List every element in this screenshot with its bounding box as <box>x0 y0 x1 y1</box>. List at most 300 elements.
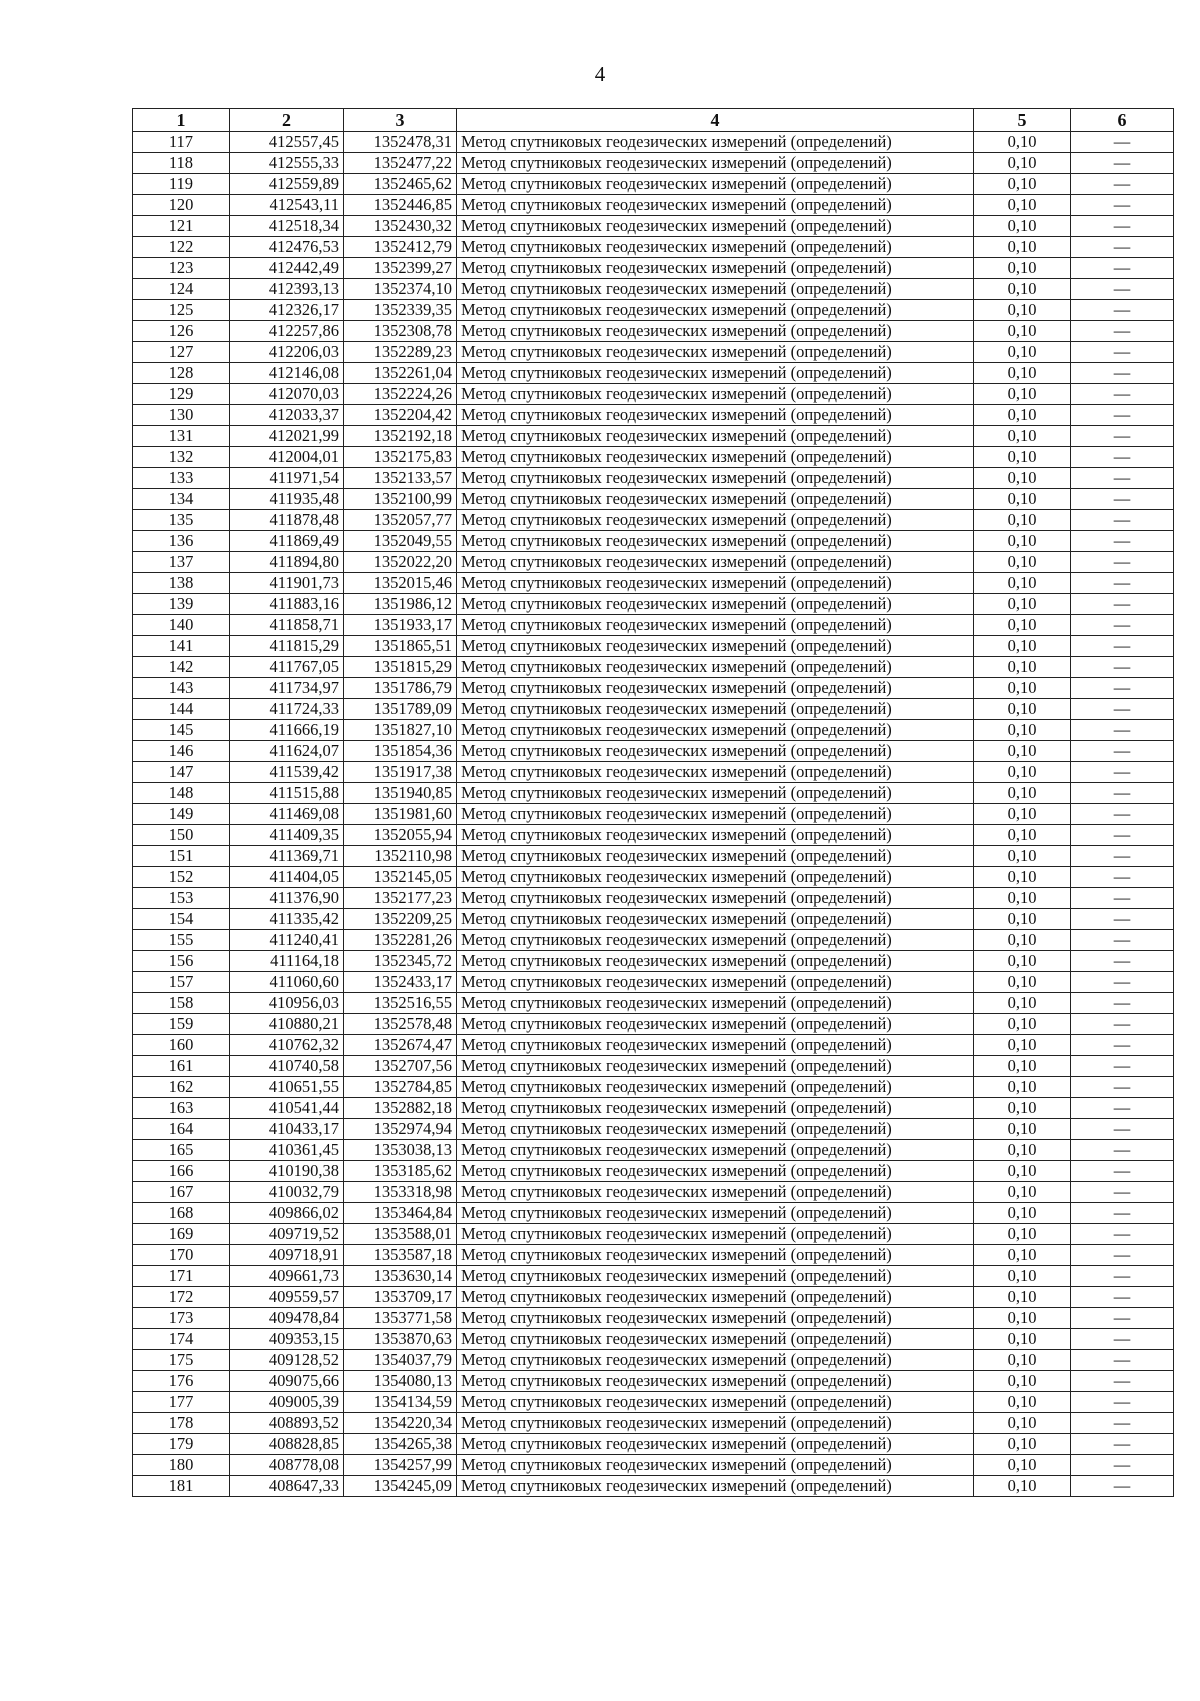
method-cell: Метод спутниковых геодезических измерений (определений) <box>457 1371 974 1392</box>
y-coordinate-cell: 1352674,47 <box>344 1035 457 1056</box>
note-cell: — <box>1071 1224 1174 1245</box>
table-row <box>133 762 1174 783</box>
accuracy-cell: 0,10 <box>974 321 1071 342</box>
y-coordinate-cell: 1351865,51 <box>344 636 457 657</box>
accuracy-cell: 0,10 <box>974 1392 1071 1413</box>
x-coordinate-cell: 411404,05 <box>230 867 344 888</box>
point-number-cell: 119 <box>133 174 230 195</box>
x-coordinate-cell: 412555,33 <box>230 153 344 174</box>
table-row <box>133 846 1174 867</box>
point-number-cell: 161 <box>133 1056 230 1077</box>
note-cell: — <box>1071 573 1174 594</box>
accuracy-cell: 0,10 <box>974 909 1071 930</box>
method-cell: Метод спутниковых геодезических измерений (определений) <box>457 1014 974 1035</box>
note-cell: — <box>1071 1329 1174 1350</box>
y-coordinate-cell: 1352175,83 <box>344 447 457 468</box>
table-row <box>133 132 1174 153</box>
note-cell: — <box>1071 699 1174 720</box>
table-row <box>133 300 1174 321</box>
note-cell: — <box>1071 762 1174 783</box>
point-number-cell: 117 <box>133 132 230 153</box>
method-cell: Метод спутниковых геодезических измерений (определений) <box>457 1476 974 1497</box>
table-row <box>133 1140 1174 1161</box>
accuracy-cell: 0,10 <box>974 1140 1071 1161</box>
table-row <box>133 615 1174 636</box>
y-coordinate-cell: 1351986,12 <box>344 594 457 615</box>
table-header <box>133 109 1174 132</box>
accuracy-cell: 0,10 <box>974 279 1071 300</box>
accuracy-cell: 0,10 <box>974 972 1071 993</box>
x-coordinate-cell: 410032,79 <box>230 1182 344 1203</box>
x-coordinate-cell: 409005,39 <box>230 1392 344 1413</box>
y-coordinate-cell: 1352110,98 <box>344 846 457 867</box>
note-cell: — <box>1071 930 1174 951</box>
point-number-cell: 148 <box>133 783 230 804</box>
table-row <box>133 1329 1174 1350</box>
note-cell: — <box>1071 1056 1174 1077</box>
method-cell: Метод спутниковых геодезических измерений (определений) <box>457 405 974 426</box>
x-coordinate-cell: 409718,91 <box>230 1245 344 1266</box>
note-cell: — <box>1071 846 1174 867</box>
accuracy-cell: 0,10 <box>974 762 1071 783</box>
method-cell: Метод спутниковых геодезических измерений (определений) <box>457 279 974 300</box>
method-cell: Метод спутниковых геодезических измерений (определений) <box>457 594 974 615</box>
y-coordinate-cell: 1352399,27 <box>344 258 457 279</box>
note-cell: — <box>1071 531 1174 552</box>
accuracy-cell: 0,10 <box>974 237 1071 258</box>
accuracy-cell: 0,10 <box>974 1245 1071 1266</box>
table-row <box>133 993 1174 1014</box>
method-cell: Метод спутниковых геодезических измерений (определений) <box>457 1434 974 1455</box>
note-cell: — <box>1071 1392 1174 1413</box>
x-coordinate-cell: 411869,49 <box>230 531 344 552</box>
y-coordinate-cell: 1351789,09 <box>344 699 457 720</box>
table-row <box>133 888 1174 909</box>
note-cell: — <box>1071 384 1174 405</box>
point-number-cell: 142 <box>133 657 230 678</box>
y-coordinate-cell: 1352289,23 <box>344 342 457 363</box>
point-number-cell: 125 <box>133 300 230 321</box>
x-coordinate-cell: 410651,55 <box>230 1077 344 1098</box>
x-coordinate-cell: 409128,52 <box>230 1350 344 1371</box>
y-coordinate-cell: 1354134,59 <box>344 1392 457 1413</box>
accuracy-cell: 0,10 <box>974 1476 1071 1497</box>
note-cell: — <box>1071 615 1174 636</box>
accuracy-cell: 0,10 <box>974 552 1071 573</box>
y-coordinate-cell: 1353588,01 <box>344 1224 457 1245</box>
point-number-cell: 170 <box>133 1245 230 1266</box>
table-row <box>133 552 1174 573</box>
point-number-cell: 130 <box>133 405 230 426</box>
note-cell: — <box>1071 426 1174 447</box>
column-header-3: 3 <box>344 109 457 132</box>
note-cell: — <box>1071 1434 1174 1455</box>
point-number-cell: 173 <box>133 1308 230 1329</box>
y-coordinate-cell: 1351786,79 <box>344 678 457 699</box>
note-cell: — <box>1071 447 1174 468</box>
note-cell: — <box>1071 300 1174 321</box>
x-coordinate-cell: 411469,08 <box>230 804 344 825</box>
y-coordinate-cell: 1352478,31 <box>344 132 457 153</box>
y-coordinate-cell: 1352204,42 <box>344 405 457 426</box>
table-row <box>133 1203 1174 1224</box>
note-cell: — <box>1071 636 1174 657</box>
coordinates-table <box>132 108 1174 1497</box>
method-cell: Метод спутниковых геодезических измерений (определений) <box>457 132 974 153</box>
point-number-cell: 171 <box>133 1266 230 1287</box>
x-coordinate-cell: 409559,57 <box>230 1287 344 1308</box>
x-coordinate-cell: 411724,33 <box>230 699 344 720</box>
note-cell: — <box>1071 1350 1174 1371</box>
x-coordinate-cell: 412033,37 <box>230 405 344 426</box>
x-coordinate-cell: 409719,52 <box>230 1224 344 1245</box>
note-cell: — <box>1071 741 1174 762</box>
x-coordinate-cell: 412559,89 <box>230 174 344 195</box>
point-number-cell: 150 <box>133 825 230 846</box>
accuracy-cell: 0,10 <box>974 174 1071 195</box>
point-number-cell: 165 <box>133 1140 230 1161</box>
point-number-cell: 180 <box>133 1455 230 1476</box>
x-coordinate-cell: 411539,42 <box>230 762 344 783</box>
table-row <box>133 1224 1174 1245</box>
note-cell: — <box>1071 867 1174 888</box>
point-number-cell: 179 <box>133 1434 230 1455</box>
point-number-cell: 132 <box>133 447 230 468</box>
y-coordinate-cell: 1351827,10 <box>344 720 457 741</box>
table-row <box>133 657 1174 678</box>
accuracy-cell: 0,10 <box>974 426 1071 447</box>
note-cell: — <box>1071 1245 1174 1266</box>
point-number-cell: 152 <box>133 867 230 888</box>
point-number-cell: 158 <box>133 993 230 1014</box>
accuracy-cell: 0,10 <box>974 1119 1071 1140</box>
y-coordinate-cell: 1352281,26 <box>344 930 457 951</box>
table-row <box>133 447 1174 468</box>
note-cell: — <box>1071 1098 1174 1119</box>
point-number-cell: 123 <box>133 258 230 279</box>
method-cell: Метод спутниковых геодезических измерений (определений) <box>457 216 974 237</box>
note-cell: — <box>1071 258 1174 279</box>
method-cell: Метод спутниковых геодезических измерений (определений) <box>457 1308 974 1329</box>
point-number-cell: 172 <box>133 1287 230 1308</box>
y-coordinate-cell: 1353185,62 <box>344 1161 457 1182</box>
note-cell: — <box>1071 909 1174 930</box>
x-coordinate-cell: 412257,86 <box>230 321 344 342</box>
x-coordinate-cell: 411901,73 <box>230 573 344 594</box>
table-row <box>133 531 1174 552</box>
y-coordinate-cell: 1352477,22 <box>344 153 457 174</box>
method-cell: Метод спутниковых геодезических измерений (определений) <box>457 342 974 363</box>
x-coordinate-cell: 411767,05 <box>230 657 344 678</box>
y-coordinate-cell: 1352339,35 <box>344 300 457 321</box>
table-row <box>133 951 1174 972</box>
method-cell: Метод спутниковых геодезических измерений (определений) <box>457 678 974 699</box>
table-row <box>133 1392 1174 1413</box>
x-coordinate-cell: 410740,58 <box>230 1056 344 1077</box>
method-cell: Метод спутниковых геодезических измерений (определений) <box>457 1392 974 1413</box>
accuracy-cell: 0,10 <box>974 489 1071 510</box>
table-row <box>133 426 1174 447</box>
method-cell: Метод спутниковых геодезических измерений (определений) <box>457 447 974 468</box>
note-cell: — <box>1071 321 1174 342</box>
y-coordinate-cell: 1352192,18 <box>344 426 457 447</box>
accuracy-cell: 0,10 <box>974 804 1071 825</box>
y-coordinate-cell: 1354245,09 <box>344 1476 457 1497</box>
method-cell: Метод спутниковых геодезических измерений (определений) <box>457 321 974 342</box>
x-coordinate-cell: 411858,71 <box>230 615 344 636</box>
accuracy-cell: 0,10 <box>974 888 1071 909</box>
point-number-cell: 139 <box>133 594 230 615</box>
point-number-cell: 141 <box>133 636 230 657</box>
y-coordinate-cell: 1351940,85 <box>344 783 457 804</box>
method-cell: Метод спутниковых геодезических измерений (определений) <box>457 384 974 405</box>
accuracy-cell: 0,10 <box>974 216 1071 237</box>
table-row <box>133 594 1174 615</box>
table-row <box>133 804 1174 825</box>
note-cell: — <box>1071 993 1174 1014</box>
y-coordinate-cell: 1352145,05 <box>344 867 457 888</box>
accuracy-cell: 0,10 <box>974 1014 1071 1035</box>
accuracy-cell: 0,10 <box>974 1035 1071 1056</box>
y-coordinate-cell: 1354080,13 <box>344 1371 457 1392</box>
y-coordinate-cell: 1352133,57 <box>344 468 457 489</box>
y-coordinate-cell: 1353771,58 <box>344 1308 457 1329</box>
table-row <box>133 1035 1174 1056</box>
y-coordinate-cell: 1353587,18 <box>344 1245 457 1266</box>
note-cell: — <box>1071 678 1174 699</box>
point-number-cell: 162 <box>133 1077 230 1098</box>
x-coordinate-cell: 411164,18 <box>230 951 344 972</box>
accuracy-cell: 0,10 <box>974 636 1071 657</box>
point-number-cell: 129 <box>133 384 230 405</box>
x-coordinate-cell: 411376,90 <box>230 888 344 909</box>
point-number-cell: 146 <box>133 741 230 762</box>
y-coordinate-cell: 1351815,29 <box>344 657 457 678</box>
point-number-cell: 122 <box>133 237 230 258</box>
note-cell: — <box>1071 342 1174 363</box>
point-number-cell: 127 <box>133 342 230 363</box>
point-number-cell: 169 <box>133 1224 230 1245</box>
x-coordinate-cell: 412206,03 <box>230 342 344 363</box>
x-coordinate-cell: 411240,41 <box>230 930 344 951</box>
y-coordinate-cell: 1351981,60 <box>344 804 457 825</box>
y-coordinate-cell: 1352465,62 <box>344 174 457 195</box>
accuracy-cell: 0,10 <box>974 1287 1071 1308</box>
point-number-cell: 121 <box>133 216 230 237</box>
accuracy-cell: 0,10 <box>974 678 1071 699</box>
method-cell: Метод спутниковых геодезических измерений (определений) <box>457 1455 974 1476</box>
accuracy-cell: 0,10 <box>974 930 1071 951</box>
accuracy-cell: 0,10 <box>974 594 1071 615</box>
method-cell: Метод спутниковых геодезических измерений (определений) <box>457 468 974 489</box>
x-coordinate-cell: 412442,49 <box>230 258 344 279</box>
accuracy-cell: 0,10 <box>974 867 1071 888</box>
table-row <box>133 153 1174 174</box>
table-row <box>133 489 1174 510</box>
x-coordinate-cell: 410762,32 <box>230 1035 344 1056</box>
note-cell: — <box>1071 195 1174 216</box>
accuracy-cell: 0,10 <box>974 1098 1071 1119</box>
note-cell: — <box>1071 1077 1174 1098</box>
method-cell: Метод спутниковых геодезических измерений (определений) <box>457 825 974 846</box>
method-cell: Метод спутниковых геодезических измерений (определений) <box>457 699 974 720</box>
y-coordinate-cell: 1352055,94 <box>344 825 457 846</box>
method-cell: Метод спутниковых геодезических измерений (определений) <box>457 573 974 594</box>
method-cell: Метод спутниковых геодезических измерений (определений) <box>457 1056 974 1077</box>
accuracy-cell: 0,10 <box>974 1203 1071 1224</box>
note-cell: — <box>1071 1476 1174 1497</box>
x-coordinate-cell: 412543,11 <box>230 195 344 216</box>
y-coordinate-cell: 1353038,13 <box>344 1140 457 1161</box>
y-coordinate-cell: 1352022,20 <box>344 552 457 573</box>
y-coordinate-cell: 1353630,14 <box>344 1266 457 1287</box>
table-row <box>133 1098 1174 1119</box>
table-row <box>133 678 1174 699</box>
x-coordinate-cell: 412476,53 <box>230 237 344 258</box>
y-coordinate-cell: 1351933,17 <box>344 615 457 636</box>
x-coordinate-cell: 410361,45 <box>230 1140 344 1161</box>
method-cell: Метод спутниковых геодезических измерений (определений) <box>457 1140 974 1161</box>
point-number-cell: 163 <box>133 1098 230 1119</box>
x-coordinate-cell: 411878,48 <box>230 510 344 531</box>
y-coordinate-cell: 1352100,99 <box>344 489 457 510</box>
accuracy-cell: 0,10 <box>974 1434 1071 1455</box>
note-cell: — <box>1071 1287 1174 1308</box>
point-number-cell: 168 <box>133 1203 230 1224</box>
table-row <box>133 195 1174 216</box>
table-row <box>133 1455 1174 1476</box>
point-number-cell: 156 <box>133 951 230 972</box>
y-coordinate-cell: 1352707,56 <box>344 1056 457 1077</box>
accuracy-cell: 0,10 <box>974 1455 1071 1476</box>
page-number: 4 <box>594 62 606 86</box>
accuracy-cell: 0,10 <box>974 573 1071 594</box>
point-number-cell: 140 <box>133 615 230 636</box>
point-number-cell: 175 <box>133 1350 230 1371</box>
point-number-cell: 174 <box>133 1329 230 1350</box>
method-cell: Метод спутниковых геодезических измерений (определений) <box>457 867 974 888</box>
note-cell: — <box>1071 216 1174 237</box>
note-cell: — <box>1071 1140 1174 1161</box>
x-coordinate-cell: 410880,21 <box>230 1014 344 1035</box>
point-number-cell: 131 <box>133 426 230 447</box>
method-cell: Метод спутниковых геодезических измерений (определений) <box>457 1329 974 1350</box>
x-coordinate-cell: 412393,13 <box>230 279 344 300</box>
table-row <box>133 1476 1174 1497</box>
point-number-cell: 124 <box>133 279 230 300</box>
column-header-6: 6 <box>1071 109 1174 132</box>
note-cell: — <box>1071 132 1174 153</box>
accuracy-cell: 0,10 <box>974 153 1071 174</box>
method-cell: Метод спутниковых геодезических измерений (определений) <box>457 993 974 1014</box>
y-coordinate-cell: 1352224,26 <box>344 384 457 405</box>
y-coordinate-cell: 1352308,78 <box>344 321 457 342</box>
note-cell: — <box>1071 1161 1174 1182</box>
y-coordinate-cell: 1352430,32 <box>344 216 457 237</box>
accuracy-cell: 0,10 <box>974 1308 1071 1329</box>
note-cell: — <box>1071 783 1174 804</box>
y-coordinate-cell: 1351917,38 <box>344 762 457 783</box>
x-coordinate-cell: 411335,42 <box>230 909 344 930</box>
method-cell: Метод спутниковых геодезических измерений (определений) <box>457 1035 974 1056</box>
point-number-cell: 133 <box>133 468 230 489</box>
point-number-cell: 151 <box>133 846 230 867</box>
x-coordinate-cell: 408893,52 <box>230 1413 344 1434</box>
table-row <box>133 510 1174 531</box>
table-row <box>133 741 1174 762</box>
table-row <box>133 1014 1174 1035</box>
accuracy-cell: 0,10 <box>974 1350 1071 1371</box>
point-number-cell: 128 <box>133 363 230 384</box>
y-coordinate-cell: 1352345,72 <box>344 951 457 972</box>
accuracy-cell: 0,10 <box>974 1224 1071 1245</box>
x-coordinate-cell: 411815,29 <box>230 636 344 657</box>
accuracy-cell: 0,10 <box>974 1266 1071 1287</box>
x-coordinate-cell: 410433,17 <box>230 1119 344 1140</box>
table-row <box>133 636 1174 657</box>
note-cell: — <box>1071 1119 1174 1140</box>
accuracy-cell: 0,10 <box>974 342 1071 363</box>
x-coordinate-cell: 411971,54 <box>230 468 344 489</box>
accuracy-cell: 0,10 <box>974 783 1071 804</box>
point-number-cell: 153 <box>133 888 230 909</box>
table-row <box>133 720 1174 741</box>
note-cell: — <box>1071 510 1174 531</box>
y-coordinate-cell: 1354265,38 <box>344 1434 457 1455</box>
method-cell: Метод спутниковых геодезических измерений (определений) <box>457 153 974 174</box>
y-coordinate-cell: 1352974,94 <box>344 1119 457 1140</box>
x-coordinate-cell: 412146,08 <box>230 363 344 384</box>
x-coordinate-cell: 411369,71 <box>230 846 344 867</box>
table-row <box>133 573 1174 594</box>
note-cell: — <box>1071 363 1174 384</box>
x-coordinate-cell: 409661,73 <box>230 1266 344 1287</box>
method-cell: Метод спутниковых геодезических измерений (определений) <box>457 657 974 678</box>
table-row <box>133 237 1174 258</box>
y-coordinate-cell: 1352446,85 <box>344 195 457 216</box>
table-row <box>133 405 1174 426</box>
method-cell: Метод спутниковых геодезических измерений (определений) <box>457 237 974 258</box>
method-cell: Метод спутниковых геодезических измерений (определений) <box>457 930 974 951</box>
y-coordinate-cell: 1352882,18 <box>344 1098 457 1119</box>
table-body <box>133 132 1174 1497</box>
accuracy-cell: 0,10 <box>974 1077 1071 1098</box>
table-row <box>133 1371 1174 1392</box>
method-cell: Метод спутниковых геодезических измерений (определений) <box>457 741 974 762</box>
method-cell: Метод спутниковых геодезических измерений (определений) <box>457 615 974 636</box>
table-row <box>133 1119 1174 1140</box>
accuracy-cell: 0,10 <box>974 615 1071 636</box>
point-number-cell: 137 <box>133 552 230 573</box>
method-cell: Метод спутниковых геодезических измерений (определений) <box>457 1413 974 1434</box>
table-row <box>133 1077 1174 1098</box>
table-row <box>133 930 1174 951</box>
point-number-cell: 177 <box>133 1392 230 1413</box>
method-cell: Метод спутниковых геодезических измерений (определений) <box>457 1077 974 1098</box>
accuracy-cell: 0,10 <box>974 300 1071 321</box>
point-number-cell: 181 <box>133 1476 230 1497</box>
point-number-cell: 149 <box>133 804 230 825</box>
y-coordinate-cell: 1352433,17 <box>344 972 457 993</box>
x-coordinate-cell: 411060,60 <box>230 972 344 993</box>
x-coordinate-cell: 408828,85 <box>230 1434 344 1455</box>
table-row <box>133 384 1174 405</box>
y-coordinate-cell: 1352261,04 <box>344 363 457 384</box>
header-row <box>133 109 1174 132</box>
point-number-cell: 159 <box>133 1014 230 1035</box>
x-coordinate-cell: 411894,80 <box>230 552 344 573</box>
note-cell: — <box>1071 489 1174 510</box>
